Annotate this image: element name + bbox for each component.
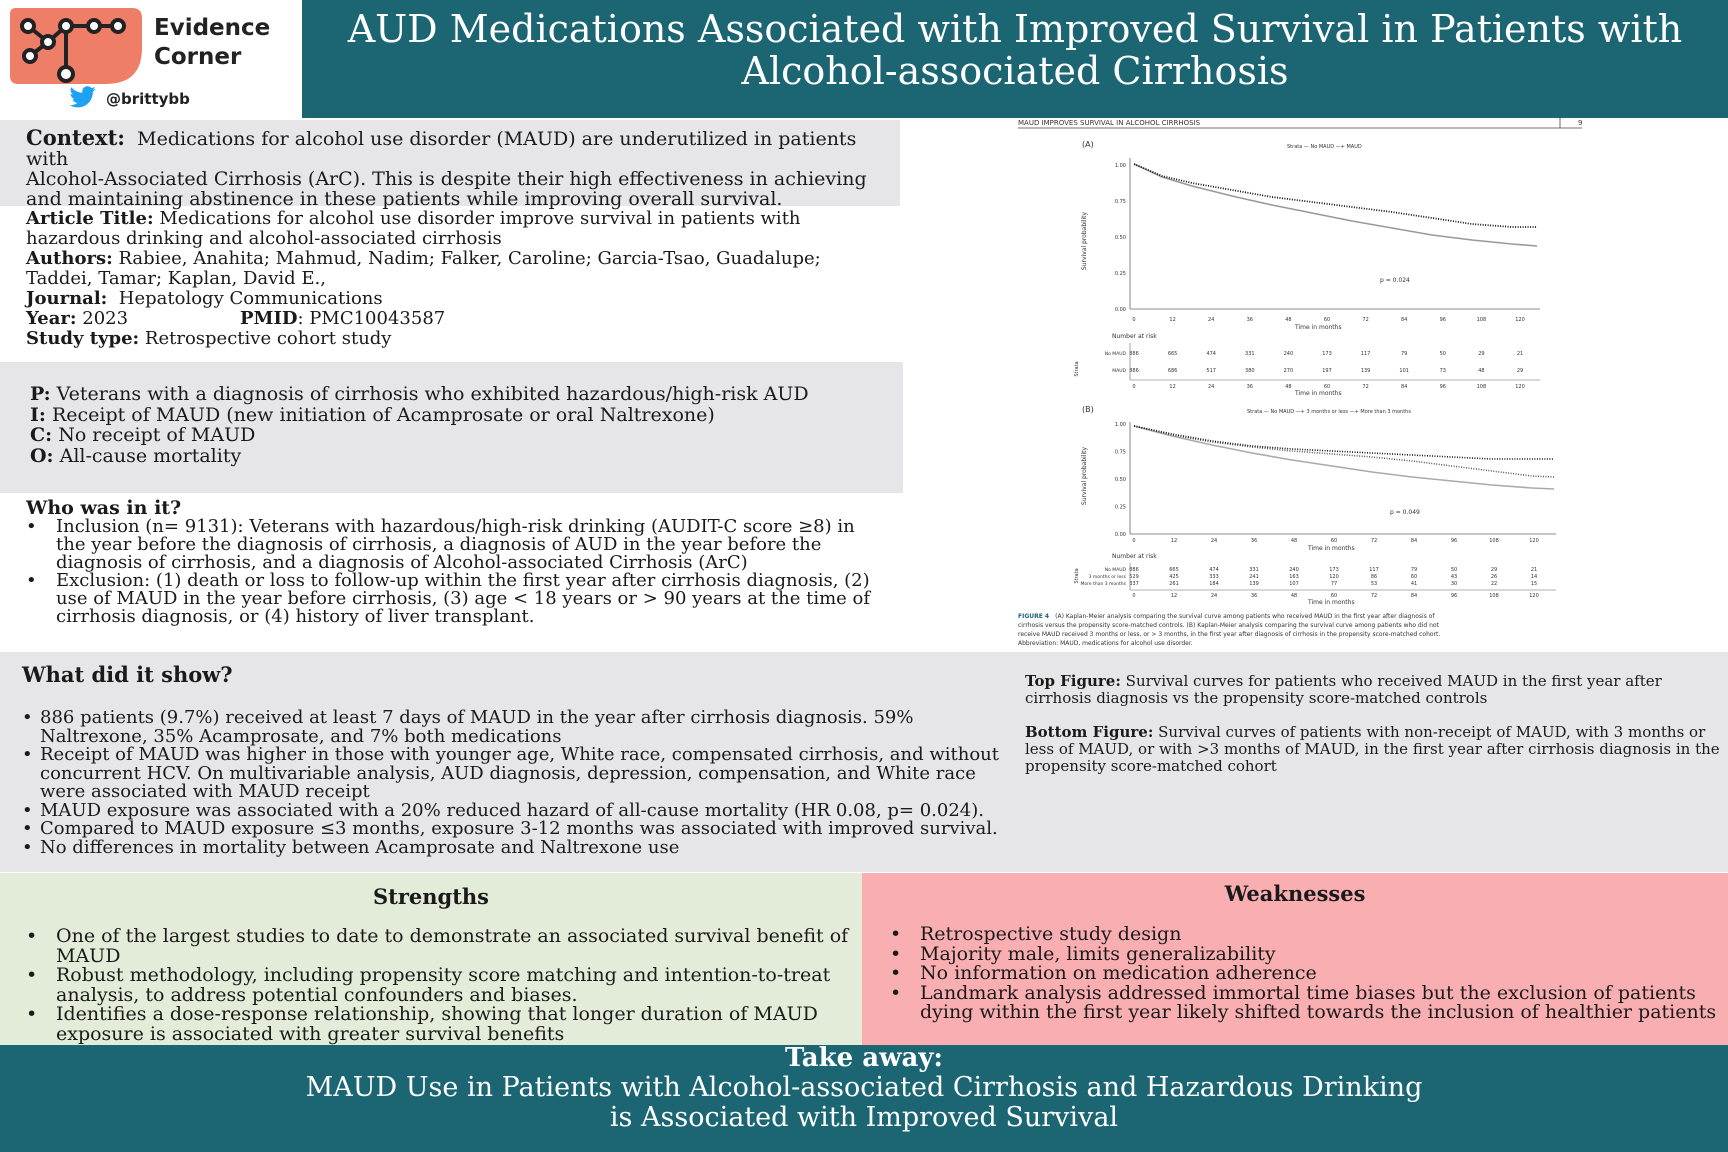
panel-b-y-ticks (1115, 422, 1126, 538)
panel-b-ylabel: Survival probability (1081, 446, 1088, 506)
x-tick-label: 108 (1476, 317, 1487, 323)
article-info: Article Title: Medications for alcohol use disorder improve survival in patients with hazardous drinking and alcohol-associated cirrhosis Authors: Rabiee, Anahita; Mahmud, Nadim; Falker, Caroline; Garcia-Tsao, Guadalupe; Taddei, Tamar; Kaplan, David E., Journal: Hepatology Communications Year: 2023 PMID: PMC10043587 Study type: Retrospective cohort study (26, 208, 821, 349)
x-tick-label: 96 (1439, 384, 1446, 390)
x-tick-label: 48 (1290, 593, 1298, 599)
risk-value: 474 (1206, 351, 1216, 357)
risk-value: 14 (1530, 574, 1538, 580)
x-tick-label: 60 (1330, 538, 1338, 544)
risk-value: 240 (1283, 351, 1294, 357)
pico-text: P: Veterans with a diagnosis of cirrhosis who exhibited hazardous/high-risk AUD I: Receipt of MAUD (new initiation of Acamprosate or oral Naltrexone) C: No receipt of MAUD O: All-cause mortality (30, 383, 809, 467)
risk-value: 184 (1209, 581, 1219, 587)
risk-value: 79 (1410, 567, 1418, 573)
panel-a-legend: Strata — No MAUD —+ MAUD (1287, 144, 1362, 150)
population-section (26, 498, 896, 626)
figure-caption-line4: Abbreviation: MAUD, medications for alcohol use disorder. (1018, 640, 1193, 646)
x-tick-label: 0 (1132, 593, 1136, 599)
risk-value: 333 (1209, 574, 1219, 580)
risk-value: 79 (1401, 351, 1408, 357)
x-tick-label: 84 (1410, 538, 1418, 544)
risk-value: 101 (1399, 368, 1409, 374)
y-tick-label: 0.50 (1114, 477, 1126, 483)
panel-b-curve-no-maud (1134, 426, 1554, 489)
x-tick-label: 120 (1529, 593, 1539, 599)
panel-b-xlabel: Time in months (1308, 545, 1355, 552)
risk-value: 686 (1167, 368, 1178, 374)
risk-value: 53 (1370, 581, 1378, 587)
x-tick-label: 108 (1489, 538, 1499, 544)
y-tick-label: 1.00 (1114, 163, 1126, 169)
results-heading: What did it show? (22, 662, 233, 687)
molecule-logo-icon (10, 8, 142, 86)
risk-value: 30 (1450, 581, 1458, 587)
panel-b-curve-3mo-or-less (1134, 426, 1554, 477)
x-tick-label: 120 (1529, 538, 1539, 544)
panel-b-risk-table (1081, 567, 1538, 587)
takeaway-text: Take away: MAUD Use in Patients with Alcohol-associated Cirrhosis and Hazardous Drinking is Associated with Improved Survival (305, 1043, 1423, 1133)
context-text: Context: Medications for alcohol use disorder (MAUD) are underutilized in patients with Alcohol-Associated Cirrhosis (ArC). This is despite their high effectiveness in achieving and maintaining abstinence in these patients while improving overall survival. (26, 125, 867, 210)
figure-caption-line1: FIGURE 4 (A) Kaplan-Meier analysis comparing the survival curve among patients who received MAUD in the first year after diagnosis of (1018, 613, 1435, 620)
risk-value: 886 (1129, 351, 1139, 357)
panel-b-legend: Strata — No MAUD —+ 3 months or less —+ More than 3 months (1247, 409, 1411, 415)
risk-value: 665 (1167, 351, 1178, 357)
risk-value: 425 (1169, 574, 1179, 580)
kaplan-meier-figure (1012, 116, 1586, 646)
risk-value: 665 (1169, 567, 1179, 573)
x-tick-label: 72 (1362, 384, 1369, 390)
panel-a-y-ticks (1115, 163, 1126, 313)
figure-caption-line2: cirrhosis versus the propensity score-matched controls. (B) Kaplan-Meier analysis comparing the survival curve among patients who did not (1018, 622, 1439, 629)
risk-value: 73 (1439, 368, 1446, 374)
x-tick-label: 0 (1132, 538, 1136, 544)
x-tick-label: 48 (1290, 538, 1298, 544)
panel-a-xlabel: Time in months (1295, 324, 1342, 331)
weaknesses-heading: Weaknesses (1224, 881, 1366, 906)
x-tick-label: 36 (1250, 538, 1258, 544)
svg-text:Time in months: Time in months (1295, 390, 1342, 397)
risk-value: 43 (1450, 574, 1458, 580)
risk-value: 517 (1206, 368, 1216, 374)
panel-b-pvalue: p = 0.049 (1390, 509, 1420, 516)
figure-header: MAUD IMPROVES SURVIVAL IN ALCOHOL CIRRHOSIS (1018, 119, 1201, 127)
x-tick-label: 72 (1370, 538, 1378, 544)
x-tick-label: 48 (1285, 317, 1292, 323)
risk-value: 139 (1360, 368, 1371, 374)
y-tick-label: 0.25 (1114, 504, 1126, 511)
x-tick-label: 0 (1132, 317, 1136, 323)
risk-value: 29 (1516, 368, 1524, 374)
risk-value: 120 (1329, 574, 1339, 580)
y-tick-label: 0.50 (1114, 235, 1126, 241)
risk-value: 337 (1129, 581, 1139, 587)
x-tick-label: 60 (1330, 593, 1338, 599)
weaknesses-list: • Retrospective study design • Majority male, limits generalizability • No information on medication adherence • Landmark analysis addressed immortal time biases but the exclusion of patients dying within the first year likely shifted towards the inclusion of healthier patients (890, 925, 1724, 1023)
risk-value: 117 (1369, 567, 1379, 573)
risk-value: 380 (1245, 368, 1255, 374)
x-tick-label: 96 (1450, 593, 1458, 599)
risk-value: 60 (1410, 574, 1418, 580)
risk-value: 77 (1330, 581, 1338, 587)
risk-value: 22 (1490, 581, 1498, 587)
panel-b-label: (B) (1082, 405, 1094, 414)
panel-b-risk-label: Number at risk (1112, 553, 1157, 560)
page-title: AUD Medications Associated with Improved Survival in Patients with Alcohol-associated Cirrhosis (347, 7, 1683, 93)
y-tick-label: 0.25 (1114, 271, 1126, 277)
x-tick-label: 36 (1250, 593, 1258, 599)
risk-value: 29 (1478, 351, 1485, 357)
y-tick-label: 0.00 (1114, 532, 1126, 538)
risk-row-name: No MAUD (1104, 352, 1126, 357)
strengths-list: • One of the largest studies to date to demonstrate an associated survival benefit of MAUD • Robust methodology, including propensity score matching and intention-to-treat analysis, to address potential confounders and biases. • Identifies a dose-response relationship, showing that longer duration of MAUD exposure is associated with greater survival benefits (26, 927, 856, 1045)
svg-text:Strata: Strata (1074, 568, 1080, 584)
x-tick-label: 84 (1410, 593, 1418, 599)
risk-value: 240 (1289, 567, 1299, 573)
risk-value: 50 (1450, 567, 1458, 573)
brand-name: Evidence Corner (154, 15, 271, 70)
x-tick-label: 120 (1515, 317, 1525, 323)
y-tick-label: 0.75 (1114, 449, 1126, 456)
x-tick-label: 120 (1515, 384, 1525, 390)
panel-a-risk-table (1105, 351, 1523, 374)
risk-row-name: 3 months or less (1088, 575, 1126, 580)
risk-value: 173 (1322, 351, 1332, 357)
risk-value: 117 (1360, 351, 1371, 357)
risk-row-name: More than 3 months (1080, 582, 1126, 587)
strengths-heading: Strengths (372, 884, 490, 909)
x-tick-label: 60 (1323, 384, 1331, 390)
risk-value: 331 (1245, 351, 1255, 357)
panel-a-x-ticks (1132, 317, 1524, 323)
panel-b-curve-more-than-3mo (1134, 426, 1554, 459)
population-heading: Who was in it? (26, 497, 182, 519)
risk-value: 41 (1410, 581, 1418, 587)
svg-text:Strata: Strata (1074, 361, 1080, 377)
results-list: • 886 patients (9.7%) received at least 7 days of MAUD in the year after cirrhosis diagnosis. 59% Naltrexone, 35% Acamprosate, and 7% both medications • Receipt of MAUD was higher in those with younger age, White race, compensated cirrhosis, and without concurrent HCV. On multivariable analysis, AUD diagnosis, depression, compensation, and White race were associated with MAUD receipt • MAUD exposure was associated with a 20% reduced hazard of all-cause mortality (HR 0.08, p= 0.024). • Compared to MAUD exposure ≤3 months, exposure 3-12 months was associated with improved survival. • No differences in mortality between Acamprosate and Naltrexone use (22, 709, 1012, 857)
risk-value: 886 (1129, 567, 1139, 573)
x-tick-label: 24 (1210, 538, 1218, 544)
risk-row-name: No MAUD (1104, 568, 1126, 573)
risk-value: 163 (1289, 574, 1299, 580)
x-tick-label: 84 (1401, 384, 1408, 390)
twitter-bird-icon (70, 86, 96, 108)
risk-value: 173 (1329, 567, 1339, 573)
x-tick-label: 108 (1476, 384, 1487, 390)
x-tick-label: 24 (1208, 384, 1215, 390)
risk-value: 21 (1516, 351, 1524, 357)
x-tick-label: 36 (1246, 317, 1253, 323)
panel-a-curve-no-maud (1134, 164, 1537, 246)
x-tick-label: 60 (1323, 317, 1331, 323)
exclusion-criteria: • Exclusion: (1) death or loss to follow-up within the first year after cirrhosis diagnosis, (2) use of MAUD in the year before cirrhosis, (3) age < 18 years or > 90 years at the time of cirrhosis diagnosis, or (4) history of liver transplant. (26, 572, 896, 626)
x-tick-label: 72 (1362, 317, 1369, 323)
risk-value: 50 (1439, 351, 1446, 357)
x-tick-label: 24 (1208, 317, 1215, 323)
y-tick-label: 1.00 (1114, 422, 1126, 428)
x-tick-label: 84 (1401, 317, 1408, 323)
risk-value: 886 (1129, 368, 1139, 374)
risk-value: 21 (1530, 567, 1538, 573)
risk-value: 261 (1169, 581, 1179, 587)
inclusion-criteria: • Inclusion (n= 9131): Veterans with hazardous/high-risk drinking (AUDIT-C score ≥8) in the year before the diagnosis of cirrhosis, a diagnosis of AUD in the year before the diagnosis of cirrhosis, and a diagnosis of Alcohol-associated Cirrhosis (ArC) (26, 518, 896, 572)
figure-caption-line3: receive MAUD received 3 months or less, or > 3 months, in the first year after diagnosis of cirrhosis in the propensity score-matched cohort. (1018, 631, 1441, 638)
x-tick-label: 108 (1489, 593, 1499, 599)
x-tick-label: 48 (1285, 384, 1292, 390)
x-tick-label: 12 (1169, 384, 1176, 390)
x-tick-label: 96 (1450, 538, 1458, 544)
risk-value: 26 (1490, 574, 1498, 580)
twitter-handle[interactable]: @brittybb (106, 90, 190, 108)
brand-block (0, 0, 302, 118)
risk-value: 86 (1370, 574, 1378, 580)
x-tick-label: 12 (1170, 593, 1178, 599)
x-tick-label: 12 (1170, 538, 1178, 544)
risk-value: 48 (1478, 368, 1485, 374)
risk-value: 529 (1129, 574, 1139, 580)
panel-b-x-ticks (1132, 538, 1538, 544)
x-tick-label: 24 (1210, 593, 1218, 599)
panel-a-label: (A) (1082, 140, 1094, 149)
panel-a-ylabel: Survival probability (1081, 211, 1088, 271)
panel-a-risk-label: Number at risk (1112, 333, 1157, 340)
figure-page-number: 9 (1578, 119, 1583, 127)
x-tick-label: 96 (1439, 317, 1446, 323)
risk-value: 139 (1249, 581, 1259, 587)
risk-value: 270 (1283, 368, 1294, 374)
x-tick-label: 72 (1370, 593, 1378, 599)
risk-value: 107 (1289, 581, 1299, 587)
y-tick-label: 0.75 (1114, 199, 1126, 205)
figure-captions: Top Figure: Survival curves for patients who received MAUD in the first year after cirrhosis diagnosis vs the propensity score-matched controls Bottom Figure: Survival curves of patients with non-receipt of MAUD, with 3 months or less of MAUD, or with >3 months of MAUD, in the first year after cirrhosis diagnosis in the propensity score-matched cohort (1025, 672, 1720, 775)
risk-value: 474 (1209, 567, 1219, 573)
svg-text:Time in months: Time in months (1308, 599, 1355, 606)
risk-value: 15 (1530, 581, 1538, 587)
panel-a-pvalue: p = 0.024 (1380, 277, 1410, 284)
risk-value: 29 (1490, 567, 1498, 573)
x-tick-label: 36 (1246, 384, 1253, 390)
x-tick-label: 12 (1169, 317, 1176, 323)
y-tick-label: 0.00 (1114, 307, 1126, 313)
risk-value: 197 (1322, 368, 1332, 374)
risk-value: 331 (1249, 567, 1259, 573)
x-tick-label: 0 (1132, 384, 1136, 390)
risk-row-name: MAUD (1112, 369, 1126, 374)
risk-value: 241 (1249, 574, 1259, 580)
